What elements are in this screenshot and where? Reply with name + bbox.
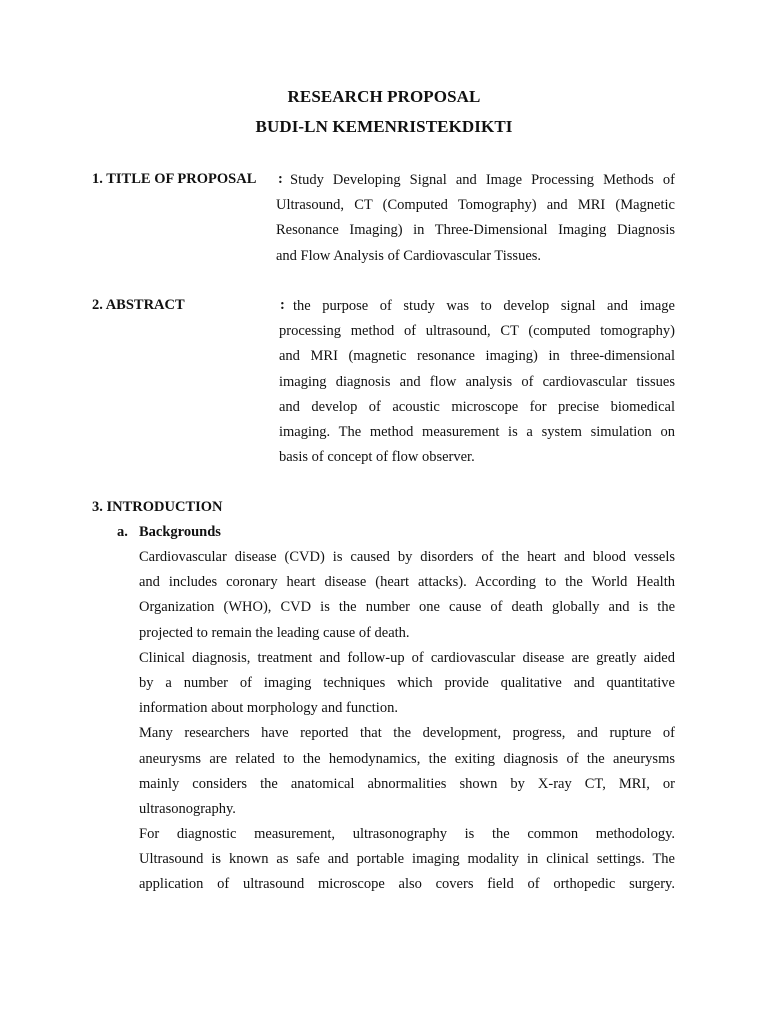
proposal-title-line: and Flow Analysis of Cardiovascular Tissues.: [276, 247, 542, 264]
introduction-line: application of ultrasound microscope also covers field of orthopedic surgery.: [139, 876, 675, 893]
subsection-title: Backgrounds: [139, 524, 221, 540]
abstract-line: processing method of ultrasound, CT (computed tomography): [279, 323, 675, 340]
introduction-line: projected to remain the leading cause of death.: [139, 624, 410, 641]
introduction-line: For diagnostic measurement, ultrasonography is the common methodology.: [139, 826, 675, 843]
introduction-line: ultrasonography.: [139, 800, 236, 817]
introduction-line: and includes coronary heart disease (heart attacks). According to the World Health: [139, 574, 675, 591]
section-introduction-label: 3. INTRODUCTION: [92, 499, 223, 515]
section-abstract-colon: :: [280, 297, 285, 313]
document-subtitle: BUDI-LN KEMENRISTEKDIKTI: [255, 117, 513, 136]
introduction-line: Clinical diagnosis, treatment and follow-up of cardiovascular disease are greatly aided: [139, 649, 675, 666]
introduction-line: Cardiovascular disease (CVD) is caused by disorders of the heart and blood vessels: [139, 549, 675, 565]
introduction-line: Many researchers have reported that the development, progress, and rupture of: [139, 725, 675, 742]
section-abstract-text: [279, 294, 675, 470]
introduction-line: Organization (WHO), CVD is the number one cause of death globally and is the: [139, 599, 675, 616]
section-abstract-label: 2. ABSTRACT: [92, 297, 185, 313]
section-title-of-proposal-text: [276, 168, 675, 269]
introduction-line: aneurysms are related to the hemodynamics, the exiting diagnosis of the aneurysms: [139, 750, 675, 767]
abstract-line: basis of concept of flow observer.: [279, 449, 475, 466]
proposal-title-line: Ultrasound, CT (Computed Tomography) and MRI (Magnetic: [276, 197, 675, 214]
section-title-of-proposal-colon: :: [278, 171, 283, 187]
document-title: RESEARCH PROPOSAL: [287, 87, 481, 106]
abstract-line: imaging. The method measurement is a system simulation on: [279, 423, 675, 440]
introduction-line: information about morphology and function.: [139, 700, 398, 717]
introduction-line: mainly considers the anatomical abnormalities shown by X-ray CT, MRI, or: [139, 775, 675, 792]
abstract-line: imaging diagnosis and flow analysis of cardiovascular tissues: [279, 373, 675, 390]
introduction-line: Ultrasound is known as safe and portable imaging modality in clinical settings. The: [139, 851, 675, 868]
introduction-line: by a number of imaging techniques which provide qualitative and quantitative: [139, 674, 675, 691]
subsection-backgrounds-heading: [117, 524, 221, 541]
abstract-line: and MRI (magnetic resonance imaging) in three-dimensional: [279, 348, 675, 365]
section-title-of-proposal-label: 1. TITLE OF PROPOSAL: [92, 171, 257, 187]
abstract-line: and develop of acoustic microscope for precise biomedical: [279, 398, 675, 415]
abstract-line: the purpose of study was to develop signal and image: [293, 298, 675, 314]
section-introduction-text: [139, 545, 675, 898]
subsection-marker: a.: [117, 524, 128, 540]
proposal-title-line: Study Developing Signal and Image Processing Methods of: [290, 172, 675, 188]
proposal-title-line: Resonance Imaging) in Three-Dimensional Imaging Diagnosis: [276, 222, 675, 239]
